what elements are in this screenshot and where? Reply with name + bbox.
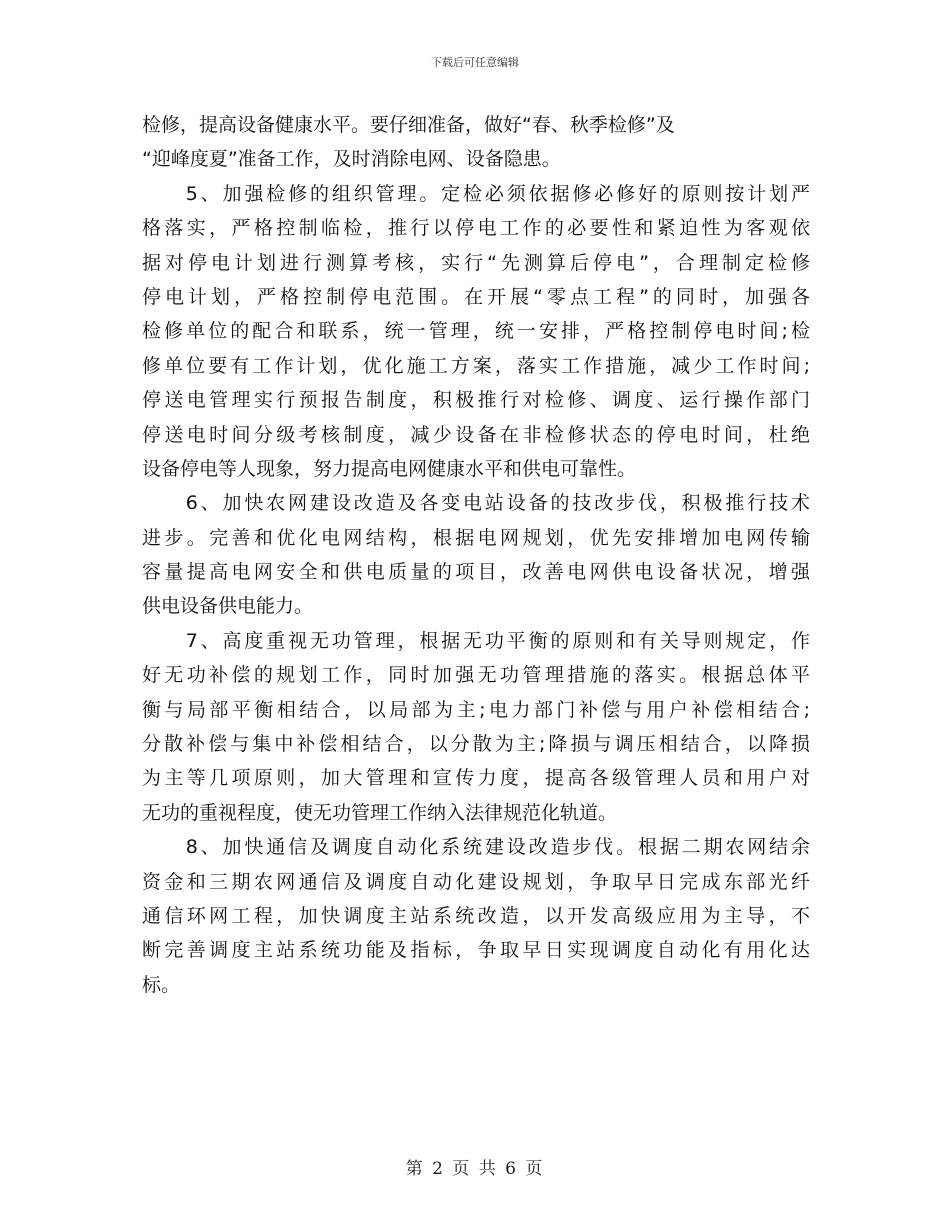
text-line: 好无功补偿的规划工作，同时加强无功管理措施的落实。根据总体平 — [142, 664, 810, 687]
text-line: 容量提高电网安全和供电质量的项目，改善电网供电设备状况，增强 — [142, 561, 810, 584]
text-line: 资金和三期农网通信及调度自动化建设规划，争取早日完成东部光纤 — [142, 870, 810, 893]
text-line: 通信环网工程，加快调度主站系统改造，以开发高级应用为主导，不 — [142, 904, 810, 927]
text-line: 无功的重视程度，使无功管理工作纳入法律规范化轨道。 — [142, 801, 618, 824]
text-line: 为主等几项原则，加大管理和宣传力度，提高各级管理人员和用户对 — [142, 767, 810, 790]
text-line: 停送电时间分级考核制度，减少设备在非检修状态的停电时间，杜绝 — [142, 423, 810, 446]
text-line: 断完善调度主站系统功能及指标，争取早日实现调度自动化有用化达 — [142, 939, 810, 962]
document-body — [142, 108, 810, 1002]
text-line: 检修单位的配合和联系，统一管理，统一安排，严格控制停电时间;检 — [142, 320, 810, 343]
text-line: 标。 — [142, 973, 181, 996]
text-line: 停电计划，严格控制停电范围。在开展“零点工程”的同时，加强各 — [142, 285, 810, 308]
text-line: 分散补偿与集中补偿相结合，以分散为主;降损与调压相结合，以降损 — [142, 733, 810, 756]
page-header: 下载后可任意编辑 — [431, 56, 519, 69]
text-line: 检修，提高设备健康水平。要仔细准备，做好“春、秋季检修”及 — [142, 114, 675, 136]
text-line: 修单位要有工作计划，优化施工方案，落实工作措施，减少工作时间; — [142, 354, 810, 377]
text-line: 停送电管理实行预报告制度，积极推行对检修、调度、运行操作部门 — [142, 389, 810, 412]
text-line: 7、高度重视无功管理，根据无功平衡的原则和有关导则规定，作 — [142, 629, 810, 652]
text-line: 衡与局部平衡相结合，以局部为主;电力部门补偿与用户补偿相结合; — [142, 698, 810, 721]
text-line: 8、加快通信及调度自动化系统建设改造步伐。根据二期农网结余 — [142, 836, 810, 859]
text-line: 5、加强检修的组织管理。定检必须依据修必修好的原则按计划严 — [142, 182, 810, 205]
text-line: 据对停电计划进行测算考核，实行“先测算后停电”，合理制定检修 — [142, 251, 810, 274]
text-line: “迎峰度夏”准备工作，及时消除电网、设备隐患。 — [142, 148, 561, 171]
text-line: 设备停电等人现象，努力提高电网健康水平和供电可靠性。 — [142, 457, 637, 480]
text-line: 6、加快农网建设改造及各变电站设备的技改步伐，积极推行技术 — [142, 492, 810, 515]
text-line: 进步。完善和优化电网结构，根据电网规划，优先安排增加电网传输 — [142, 526, 810, 549]
page-footer: 第 2 页 共 6 页 — [405, 1159, 545, 1179]
text-line: 格落实，严格控制临检，推行以停电工作的必要性和紧迫性为客观依 — [142, 217, 810, 240]
text-line: 供电设备供电能力。 — [142, 595, 314, 618]
